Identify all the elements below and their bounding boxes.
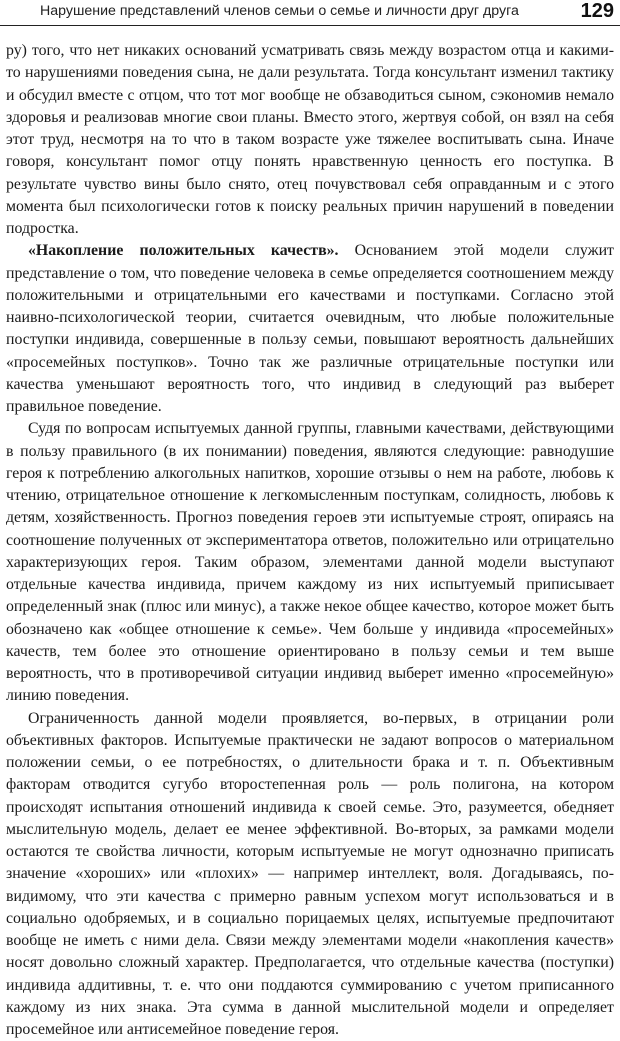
paragraph	[6, 708, 614, 1041]
section-lead-term: «Накопление положительных качеств».	[28, 242, 339, 259]
paragraph	[6, 418, 614, 707]
page-number: 129	[581, 0, 614, 23]
paragraph	[6, 40, 614, 240]
paragraph-text: Ограниченность данной модели проявляется, во-первых, в отрицании роли объективных факторов. Испытуемые практически не задают вопросов о материальном положении семьи, о ее потребностях, о длительности брака и т. п. Объективным факторам отводится сугубо второстепенная роль — роль полигона, на котором происходят испытания отношений индивида к своей семье. Это, разумеется, обедняет мыслительную модель, делает ее менее эффективной. Во-вторых, за рамками модели остаются те свойства личности, которым испытуемые не могут однозначно приписать значение «хороших» или «плохих» — например интеллект, воля. Догадываясь, по-видимому, что эти качества с примерно равным успехом могут использоваться и в социально одобряемых, и в социально порицаемых целях, испытуемые предпочитают вообще не иметь с ними дела. Связи между элементами модели «накопления качеств» носят довольно сложный характер. Предполагается, что отдельные качества (поступки) индивида аддитивны, т. е. что они поддаются суммированию с учетом приписанного каждому из них знака. Эта сумма в данной мыслительной модели и определяет просемейное или антисемейное поведение героя.	[6, 710, 614, 1039]
paragraph	[6, 240, 614, 418]
body-text	[6, 40, 614, 1041]
paragraph-text: Основанием этой модели служит представление о том, что поведение человека в семье определяется соотношением между положительными и отрицательными его качествами и поступками. Согласно этой наивно-психологической теории, считается очевидным, что любые положительные поступки индивида, совершенные в пользу семьи, повышают вероятность дальнейших «просемейных поступков». Точно так же различные отрицательные поступки или качества уменьшают вероятность того, что индивид в следующий раз выберет правильное поведение.	[6, 242, 614, 415]
paragraph-text: ру) того, что нет никаких оснований усматривать связь между возрастом отца и какими-то нарушениями поведения сына, не дали результата. Тогда консультант изменил тактику и обсудил вместе с отцом, что тот мог вообще не обзаводиться сыном, сэкономив немало здоровья и реализовав многие свои планы. Вместо этого, жертвуя собой, он взял на себя этот труд, несмотря на то что в таком возрасте уже тяжелее воспитывать сына. Иначе говоря, консультант помог отцу понять нравственную ценность его поступка. В результате чувство вины было снято, отец почувствовал себя оправданным и с этого момента был психологически готов к поиску реальных причин нарушений в поведении подростка.	[6, 42, 614, 237]
paragraph-text: Судя по вопросам испытуемых данной группы, главными качествами, действующими в пользу правильного (в их понимании) поведения, являются следующие: равнодушие героя к потреблению алкогольных напитков, хорошие отзывы о нем на работе, любовь к чтению, отрицательное отношение к легкомысленным поступкам, солидность, любовь к детям, хозяйственность. Прогноз поведения героев эти испытуемые строят, опираясь на соотношение полученных от экспериментатора ответов, положительно или отрицательно характеризующих героя. Таким образом, элементами данной модели выступают отдельные качества индивида, причем каждому из них испытуемый приписывает определенный знак (плюс или минус), а также некое общее качество, которое может быть обозначено как «общее отношение к семье». Чем больше у индивида «просемейных» качеств, тем более это отношение ориентировано в пользу семьи и тем выше вероятность, что в противоречивой ситуации индивид выберет именно «просемейную» линию поведения.	[6, 420, 614, 704]
running-header	[0, 0, 620, 26]
running-header-title: Нарушение представлений членов семьи о семье и личности друг друга	[40, 3, 519, 19]
